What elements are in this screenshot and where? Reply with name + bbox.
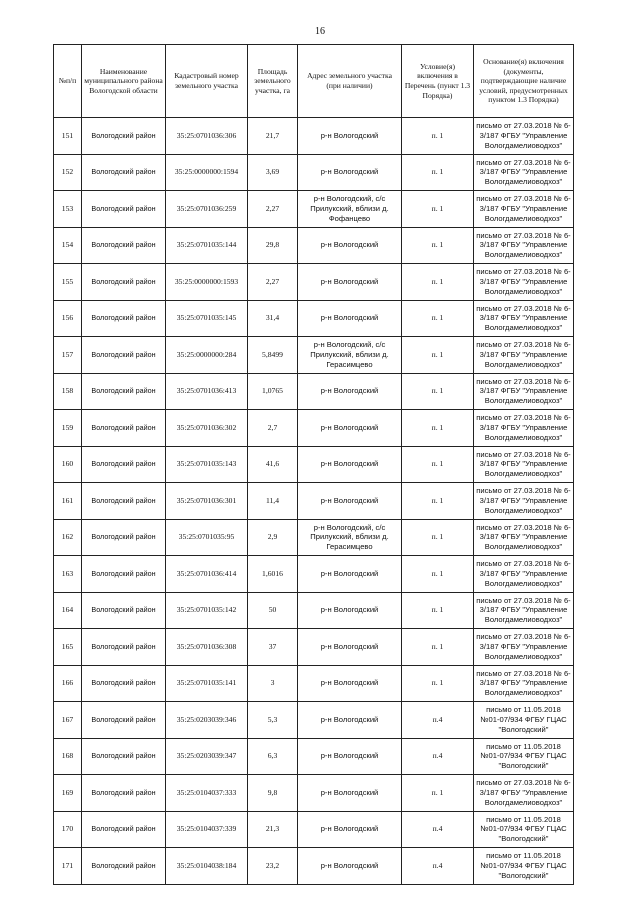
header-condition: Условие(я) включения в Перечень (пункт 1.3 Порядка): [402, 45, 474, 118]
table-row: [54, 191, 574, 228]
cell-number: 154: [54, 227, 82, 264]
cell-number: 155: [54, 264, 82, 301]
land-plots-table: [53, 44, 574, 885]
cell-area: 9,8: [248, 775, 298, 812]
cell-address: р-н Вологодский: [298, 665, 402, 702]
cell-cadastral: 35:25:0701035:141: [166, 665, 248, 702]
cell-address: р-н Вологодский: [298, 629, 402, 666]
cell-basis: письмо от 27.03.2018 № 6-3/187 ФГБУ "Управление Вологдамелиоводхоз": [474, 775, 574, 812]
cell-condition: п. 1: [402, 665, 474, 702]
table-row: [54, 629, 574, 666]
cell-cadastral: 35:25:0701036:413: [166, 373, 248, 410]
cell-area: 5,8499: [248, 337, 298, 374]
cell-cadastral: 35:25:0701036:302: [166, 410, 248, 447]
table-row: [54, 519, 574, 556]
cell-area: 29,8: [248, 227, 298, 264]
table-row: [54, 483, 574, 520]
table-row: [54, 373, 574, 410]
cell-area: 21,7: [248, 118, 298, 155]
cell-cadastral: 35:25:0000000:1594: [166, 154, 248, 191]
cell-basis: письмо от 27.03.2018 № 6-3/187 ФГБУ "Управление Вологдамелиоводхоз": [474, 191, 574, 228]
cell-number: 167: [54, 702, 82, 739]
cell-area: 1,0765: [248, 373, 298, 410]
cell-address: р-н Вологодский, с/с Прилукский, вблизи д. Фофанцево: [298, 191, 402, 228]
cell-cadastral: 35:25:0701035:144: [166, 227, 248, 264]
cell-district: Вологодский район: [82, 519, 166, 556]
cell-condition: п.4: [402, 811, 474, 848]
cell-condition: п. 1: [402, 775, 474, 812]
cell-area: 1,6016: [248, 556, 298, 593]
cell-cadastral: 35:25:0104038:184: [166, 848, 248, 885]
cell-address: р-н Вологодский: [298, 154, 402, 191]
cell-condition: п. 1: [402, 118, 474, 155]
table-row: [54, 410, 574, 447]
cell-number: 160: [54, 446, 82, 483]
cell-area: 5,3: [248, 702, 298, 739]
cell-cadastral: 35:25:0000000:284: [166, 337, 248, 374]
cell-district: Вологодский район: [82, 556, 166, 593]
cell-address: р-н Вологодский: [298, 300, 402, 337]
cell-district: Вологодский район: [82, 665, 166, 702]
cell-cadastral: 35:25:0701035:145: [166, 300, 248, 337]
cell-basis: письмо от 11.05.2018 №01-07/934 ФГБУ ГЦАС "Вологодский": [474, 811, 574, 848]
cell-cadastral: 35:25:0203039:347: [166, 738, 248, 775]
header-address: Адрес земельного участка (при наличии): [298, 45, 402, 118]
cell-district: Вологодский район: [82, 629, 166, 666]
cell-cadastral: 35:25:0701035:143: [166, 446, 248, 483]
cell-cadastral: 35:25:0701035:142: [166, 592, 248, 629]
cell-address: р-н Вологодский, с/с Прилукский, вблизи д. Герасимцево: [298, 519, 402, 556]
cell-district: Вологодский район: [82, 811, 166, 848]
table-row: [54, 154, 574, 191]
cell-number: 159: [54, 410, 82, 447]
table-row: [54, 446, 574, 483]
cell-number: 164: [54, 592, 82, 629]
cell-address: р-н Вологодский, с/с Прилукский, вблизи д. Герасимцево: [298, 337, 402, 374]
cell-district: Вологодский район: [82, 446, 166, 483]
cell-basis: письмо от 11.05.2018 №01-07/934 ФГБУ ГЦАС "Вологодский": [474, 738, 574, 775]
cell-district: Вологодский район: [82, 337, 166, 374]
cell-area: 2,27: [248, 264, 298, 301]
cell-address: р-н Вологодский: [298, 118, 402, 155]
cell-cadastral: 35:25:0701036:414: [166, 556, 248, 593]
cell-number: 162: [54, 519, 82, 556]
cell-condition: п. 1: [402, 191, 474, 228]
header-cadastral: Кадастровый номер земельного участка: [166, 45, 248, 118]
cell-condition: п. 1: [402, 154, 474, 191]
cell-district: Вологодский район: [82, 702, 166, 739]
cell-area: 50: [248, 592, 298, 629]
table-header-row: [54, 45, 574, 118]
cell-address: р-н Вологодский: [298, 410, 402, 447]
cell-cadastral: 35:25:0104037:333: [166, 775, 248, 812]
table-row: [54, 118, 574, 155]
cell-area: 3: [248, 665, 298, 702]
header-area: Площадь земельного участка, га: [248, 45, 298, 118]
cell-cadastral: 35:25:0701036:301: [166, 483, 248, 520]
cell-area: 2,9: [248, 519, 298, 556]
cell-number: 169: [54, 775, 82, 812]
cell-district: Вологодский район: [82, 264, 166, 301]
cell-basis: письмо от 27.03.2018 № 6-3/187 ФГБУ "Управление Вологдамелиоводхоз": [474, 118, 574, 155]
cell-district: Вологодский район: [82, 592, 166, 629]
header-district: Наименование муниципального района Вологодской области: [82, 45, 166, 118]
cell-district: Вологодский район: [82, 300, 166, 337]
cell-condition: п. 1: [402, 592, 474, 629]
cell-area: 41,6: [248, 446, 298, 483]
cell-district: Вологодский район: [82, 410, 166, 447]
cell-cadastral: 35:25:0000000:1593: [166, 264, 248, 301]
cell-number: 170: [54, 811, 82, 848]
cell-basis: письмо от 11.05.2018 №01-07/934 ФГБУ ГЦАС "Вологодский": [474, 702, 574, 739]
table-row: [54, 227, 574, 264]
cell-basis: письмо от 27.03.2018 № 6-3/187 ФГБУ "Управление Вологдамелиоводхоз": [474, 556, 574, 593]
table-row: [54, 811, 574, 848]
cell-number: 152: [54, 154, 82, 191]
cell-address: р-н Вологодский: [298, 227, 402, 264]
header-number: №п/п: [54, 45, 82, 118]
cell-condition: п. 1: [402, 629, 474, 666]
cell-condition: п. 1: [402, 519, 474, 556]
cell-condition: п.4: [402, 848, 474, 885]
table-row: [54, 556, 574, 593]
cell-district: Вологодский район: [82, 483, 166, 520]
cell-address: р-н Вологодский: [298, 811, 402, 848]
cell-condition: п.4: [402, 702, 474, 739]
cell-address: р-н Вологодский: [298, 848, 402, 885]
cell-number: 168: [54, 738, 82, 775]
table-row: [54, 300, 574, 337]
cell-area: 37: [248, 629, 298, 666]
cell-address: р-н Вологодский: [298, 702, 402, 739]
cell-condition: п. 1: [402, 556, 474, 593]
cell-condition: п. 1: [402, 373, 474, 410]
cell-cadastral: 35:25:0701035:95: [166, 519, 248, 556]
cell-condition: п. 1: [402, 483, 474, 520]
cell-area: 6,3: [248, 738, 298, 775]
cell-basis: письмо от 11.05.2018 №01-07/934 ФГБУ ГЦАС "Вологодский": [474, 848, 574, 885]
page-number: 16: [315, 26, 325, 37]
cell-basis: письмо от 27.03.2018 № 6-3/187 ФГБУ "Управление Вологдамелиоводхоз": [474, 337, 574, 374]
cell-district: Вологодский район: [82, 775, 166, 812]
cell-district: Вологодский район: [82, 154, 166, 191]
cell-area: 21,3: [248, 811, 298, 848]
cell-basis: письмо от 27.03.2018 № 6-3/187 ФГБУ "Управление Вологдамелиоводхоз": [474, 592, 574, 629]
cell-condition: п. 1: [402, 264, 474, 301]
cell-number: 158: [54, 373, 82, 410]
cell-number: 163: [54, 556, 82, 593]
cell-cadastral: 35:25:0701036:306: [166, 118, 248, 155]
cell-number: 165: [54, 629, 82, 666]
header-basis: Основание(я) включения (документы, подтверждающие наличие условий, предусмотренных пунктом 1.3 Порядка): [474, 45, 574, 118]
cell-district: Вологодский район: [82, 227, 166, 264]
cell-basis: письмо от 27.03.2018 № 6-3/187 ФГБУ "Управление Вологдамелиоводхоз": [474, 519, 574, 556]
cell-basis: письмо от 27.03.2018 № 6-3/187 ФГБУ "Управление Вологдамелиоводхоз": [474, 373, 574, 410]
cell-address: р-н Вологодский: [298, 738, 402, 775]
cell-address: р-н Вологодский: [298, 775, 402, 812]
table-row: [54, 337, 574, 374]
cell-area: 23,2: [248, 848, 298, 885]
cell-cadastral: 35:25:0104037:339: [166, 811, 248, 848]
cell-district: Вологодский район: [82, 191, 166, 228]
cell-district: Вологодский район: [82, 848, 166, 885]
cell-basis: письмо от 27.03.2018 № 6-3/187 ФГБУ "Управление Вологдамелиоводхоз": [474, 665, 574, 702]
cell-condition: п. 1: [402, 227, 474, 264]
cell-address: р-н Вологодский: [298, 483, 402, 520]
cell-cadastral: 35:25:0203039:346: [166, 702, 248, 739]
cell-basis: письмо от 27.03.2018 № 6-3/187 ФГБУ "Управление Вологдамелиоводхоз": [474, 410, 574, 447]
table-row: [54, 775, 574, 812]
cell-condition: п. 1: [402, 337, 474, 374]
cell-address: р-н Вологодский: [298, 373, 402, 410]
cell-basis: письмо от 27.03.2018 № 6-3/187 ФГБУ "Управление Вологдамелиоводхоз": [474, 446, 574, 483]
cell-number: 171: [54, 848, 82, 885]
cell-area: 2,27: [248, 191, 298, 228]
table-row: [54, 592, 574, 629]
cell-area: 2,7: [248, 410, 298, 447]
cell-condition: п.4: [402, 738, 474, 775]
cell-address: р-н Вологодский: [298, 446, 402, 483]
cell-basis: письмо от 27.03.2018 № 6-3/187 ФГБУ "Управление Вологдамелиоводхоз": [474, 264, 574, 301]
cell-number: 156: [54, 300, 82, 337]
cell-number: 151: [54, 118, 82, 155]
cell-basis: письмо от 27.03.2018 № 6-3/187 ФГБУ "Управление Вологдамелиоводхоз": [474, 483, 574, 520]
table-row: [54, 848, 574, 885]
cell-basis: письмо от 27.03.2018 № 6-3/187 ФГБУ "Управление Вологдамелиоводхоз": [474, 154, 574, 191]
cell-basis: письмо от 27.03.2018 № 6-3/187 ФГБУ "Управление Вологдамелиоводхоз": [474, 300, 574, 337]
cell-basis: письмо от 27.03.2018 № 6-3/187 ФГБУ "Управление Вологдамелиоводхоз": [474, 629, 574, 666]
cell-number: 161: [54, 483, 82, 520]
cell-address: р-н Вологодский: [298, 592, 402, 629]
cell-district: Вологодский район: [82, 118, 166, 155]
cell-number: 153: [54, 191, 82, 228]
cell-basis: письмо от 27.03.2018 № 6-3/187 ФГБУ "Управление Вологдамелиоводхоз": [474, 227, 574, 264]
cell-number: 157: [54, 337, 82, 374]
cell-condition: п. 1: [402, 446, 474, 483]
cell-cadastral: 35:25:0701036:308: [166, 629, 248, 666]
cell-condition: п. 1: [402, 300, 474, 337]
cell-district: Вологодский район: [82, 373, 166, 410]
table-row: [54, 702, 574, 739]
cell-number: 166: [54, 665, 82, 702]
cell-area: 31,4: [248, 300, 298, 337]
table-row: [54, 665, 574, 702]
cell-area: 3,69: [248, 154, 298, 191]
cell-address: р-н Вологодский: [298, 264, 402, 301]
cell-address: р-н Вологодский: [298, 556, 402, 593]
cell-cadastral: 35:25:0701036:259: [166, 191, 248, 228]
cell-district: Вологодский район: [82, 738, 166, 775]
cell-condition: п. 1: [402, 410, 474, 447]
table-row: [54, 738, 574, 775]
table-row: [54, 264, 574, 301]
cell-area: 11,4: [248, 483, 298, 520]
